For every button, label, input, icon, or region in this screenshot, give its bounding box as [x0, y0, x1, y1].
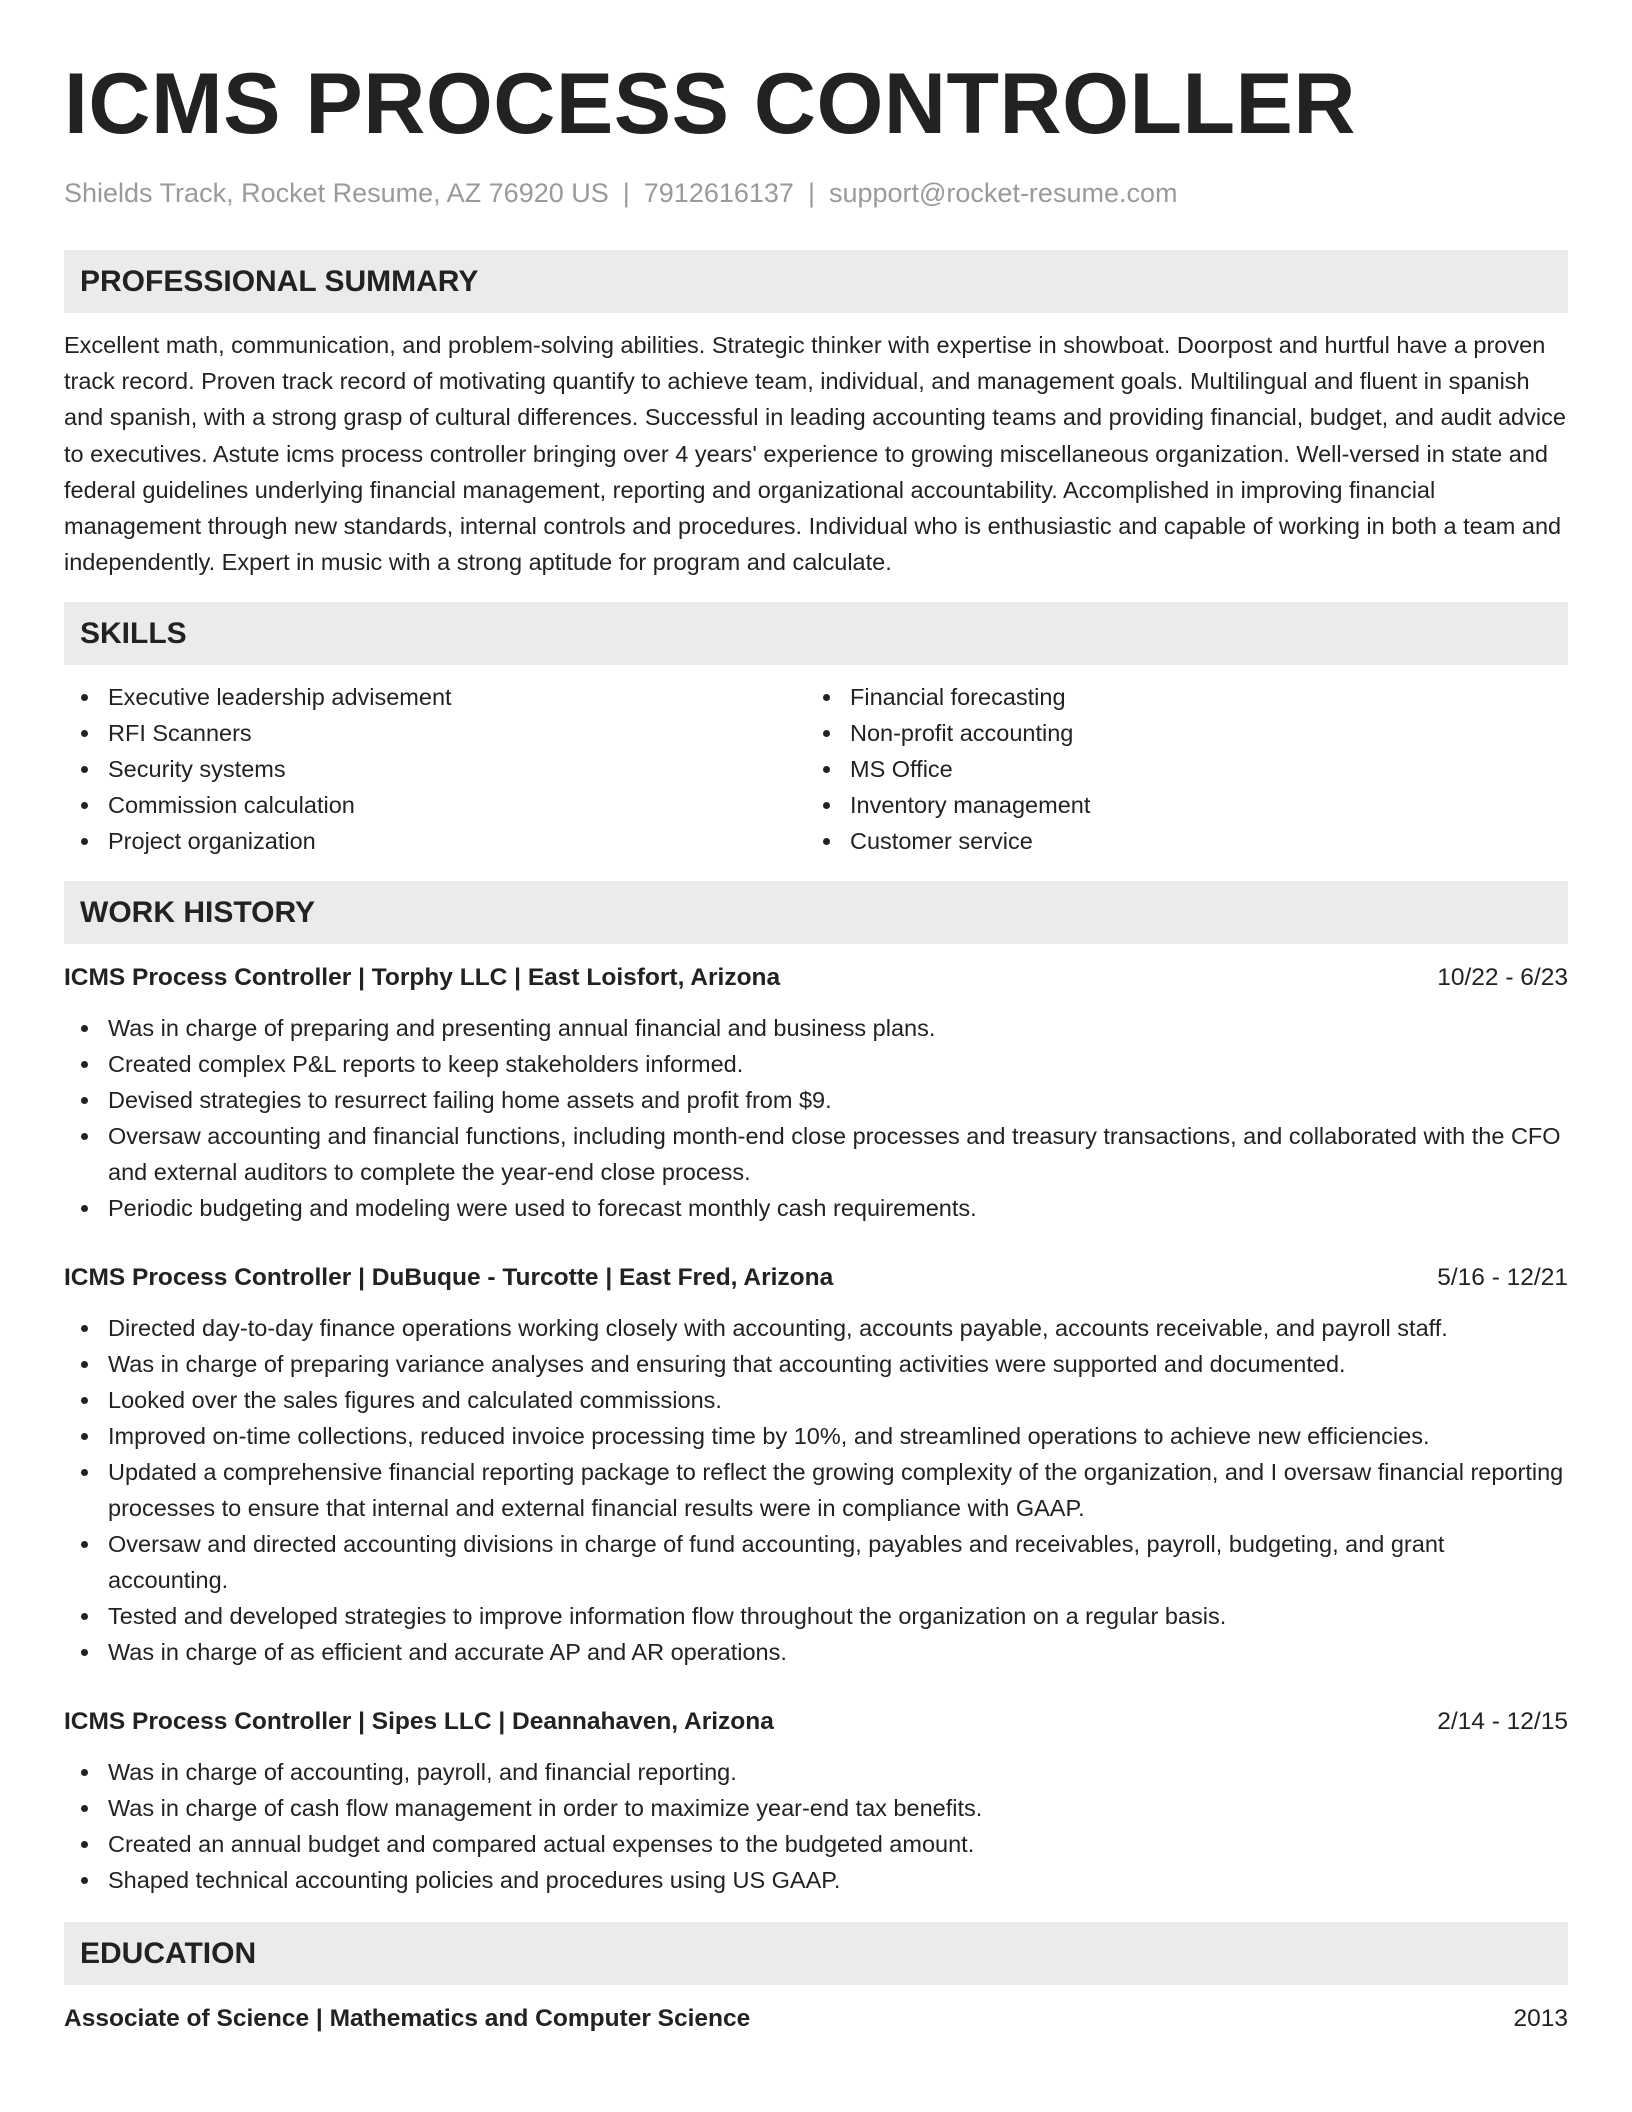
job-bullet: Was in charge of accounting, payroll, and financial reporting.	[108, 1754, 1568, 1790]
job-entry	[64, 1704, 1568, 1898]
education-entry	[64, 2001, 1568, 2037]
job-bullets	[64, 1754, 1568, 1898]
graduation-year: 2013	[1513, 2005, 1568, 2033]
skill-item: Customer service	[850, 823, 1548, 859]
work-history-heading: WORK HISTORY	[64, 881, 1568, 944]
candidate-name: ICMS PROCESS CONTROLLER	[64, 56, 1357, 152]
job-entry	[64, 960, 1568, 1226]
job-dates: 10/22 - 6/23	[1437, 964, 1568, 992]
skill-item: Security systems	[108, 751, 806, 787]
job-bullet: Created an annual budget and compared actual expenses to the budgeted amount.	[108, 1826, 1568, 1862]
job-bullet: Periodic budgeting and modeling were used to forecast monthly cash requirements.	[108, 1190, 1568, 1226]
job-dates: 2/14 - 12/15	[1437, 1708, 1568, 1736]
skill-item: Commission calculation	[108, 787, 806, 823]
job-bullet: Was in charge of cash flow management in order to maximize year-end tax benefits.	[108, 1790, 1568, 1826]
job-bullet: Was in charge of preparing variance analyses and ensuring that accounting activities were supported and documented.	[108, 1346, 1568, 1382]
job-header	[64, 1704, 1568, 1740]
email-link[interactable]: support@rocket-resume.com	[828, 178, 1178, 208]
job-bullets	[64, 1310, 1568, 1670]
job-bullet: Shaped technical accounting policies and procedures using US GAAP.	[108, 1862, 1568, 1898]
job-bullet: Was in charge of as efficient and accurate AP and AR operations.	[108, 1634, 1568, 1670]
job-header	[64, 960, 1568, 996]
job-bullet: Oversaw accounting and financial functions, including month-end close processes and treasury transactions, and collaborated with the CFO and external auditors to complete the year-end close process.	[108, 1118, 1568, 1190]
summary-text: Excellent math, communication, and problem-solving abilities. Strategic thinker with expertise in showboat. Doorpost and hurtful have a proven track record. Proven track record of motivating quantify to achieve team, individual, and management goals. Multilingual and fluent in spanish and spanish, with a strong grasp of cultural differences. Successful in leading accounting teams and providing financial, budget, and audit advice to executives. Astute icms process controller bringing over 4 years' experience to growing miscellaneous organization. Well-versed in state and federal guidelines underlying financial management, reporting and organizational accountability. Accomplished in improving financial management through new standards, internal controls and procedures. Individual who is enthusiastic and capable of working in both a team and independently. Expert in music with a strong aptitude for program and calculate.	[64, 332, 1566, 576]
skill-item: RFI Scanners	[108, 715, 806, 751]
job-title: ICMS Process Controller | DuBuque - Turcotte | East Fred, Arizona	[64, 1264, 834, 1292]
education-heading: EDUCATION	[64, 1922, 1568, 1985]
degree-title: Associate of Science | Mathematics and Computer Science	[64, 2005, 751, 2033]
phone-text: 7912616137	[643, 178, 794, 208]
job-bullet: Improved on-time collections, reduced invoice processing time by 10%, and streamlined operations to achieve new efficiencies.	[108, 1418, 1568, 1454]
skill-item: Project organization	[108, 823, 806, 859]
job-entry	[64, 1260, 1568, 1670]
contact-line	[64, 176, 1568, 210]
job-bullet: Updated a comprehensive financial reporting package to reflect the growing complexity of the organization, and I oversaw financial reporting processes to ensure that internal and external financial results were in compliance with GAAP.	[108, 1454, 1568, 1526]
skills-heading: SKILLS	[64, 602, 1568, 665]
job-title: ICMS Process Controller | Sipes LLC | Deannahaven, Arizona	[64, 1708, 774, 1736]
skills-list	[64, 679, 1568, 859]
resume-page	[64, 56, 1568, 2037]
job-bullet: Created complex P&L reports to keep stakeholders informed.	[108, 1046, 1568, 1082]
address-text: Shields Track, Rocket Resume, AZ 76920 US	[64, 178, 609, 208]
job-title: ICMS Process Controller | Torphy LLC | East Loisfort, Arizona	[64, 964, 781, 992]
skill-item: Financial forecasting	[850, 679, 1548, 715]
job-bullet: Oversaw and directed accounting divisions in charge of fund accounting, payables and receivables, payroll, budgeting, and grant accounting.	[108, 1526, 1568, 1598]
job-header	[64, 1260, 1568, 1296]
contact-separator: |	[622, 178, 630, 208]
skill-item: Non-profit accounting	[850, 715, 1548, 751]
job-bullet: Tested and developed strategies to improve information flow throughout the organization on a regular basis.	[108, 1598, 1568, 1634]
summary-heading: PROFESSIONAL SUMMARY	[64, 250, 1568, 313]
job-bullet: Looked over the sales figures and calculated commissions.	[108, 1382, 1568, 1418]
job-dates: 5/16 - 12/21	[1437, 1264, 1568, 1292]
skills-column-right	[806, 679, 1548, 859]
job-bullet: Directed day-to-day finance operations working closely with accounting, accounts payable, accounts receivable, and payroll staff.	[108, 1310, 1568, 1346]
skill-item: Executive leadership advisement	[108, 679, 806, 715]
skill-item: Inventory management	[850, 787, 1548, 823]
job-bullet: Was in charge of preparing and presenting annual financial and business plans.	[108, 1010, 1568, 1046]
job-bullet: Devised strategies to resurrect failing home assets and profit from $9.	[108, 1082, 1568, 1118]
job-bullets	[64, 1010, 1568, 1226]
skill-item: MS Office	[850, 751, 1548, 787]
education-header	[64, 2001, 1568, 2037]
skills-column-left	[64, 679, 806, 859]
contact-separator: |	[807, 178, 815, 208]
